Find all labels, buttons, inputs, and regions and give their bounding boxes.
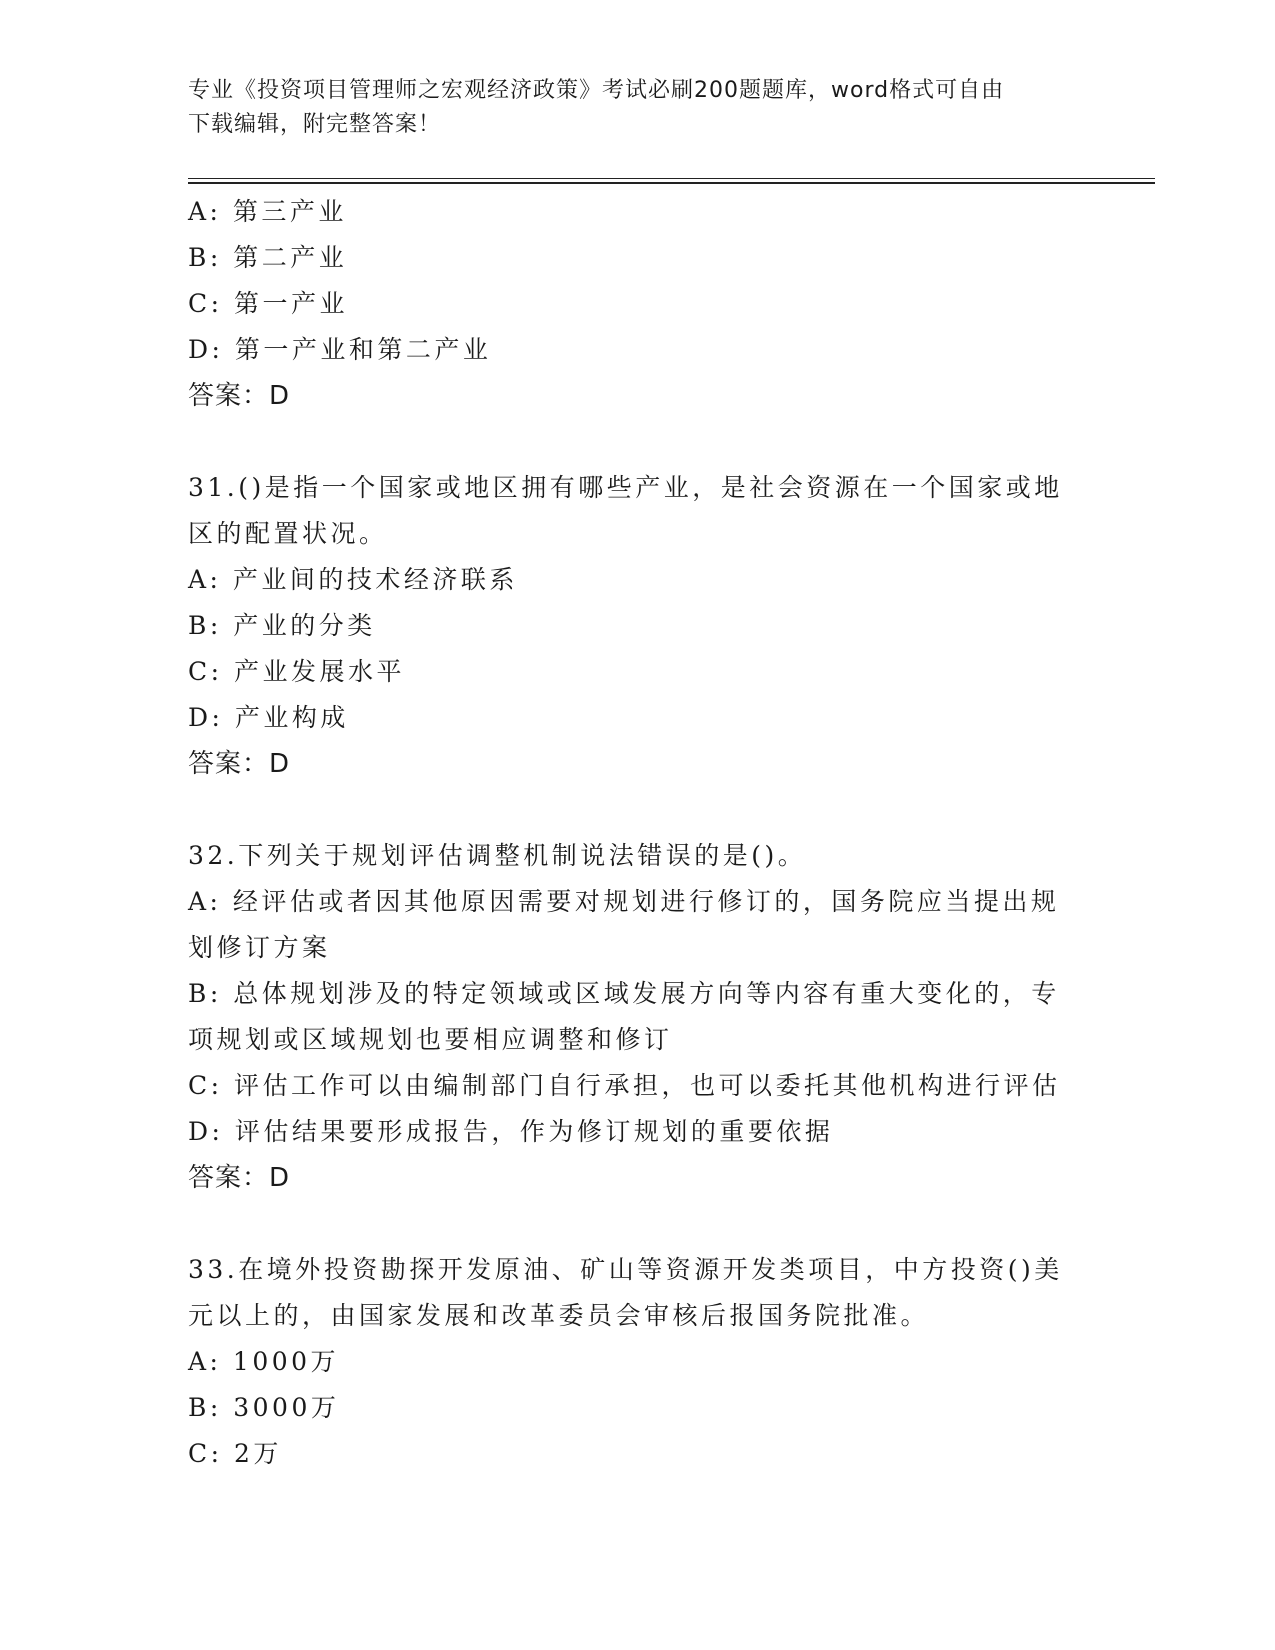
header-line-2: 下载编辑，附完整答案！ (188, 112, 442, 137)
header-divider-thick (188, 182, 1155, 184)
option-b: B: 3000万 (188, 1393, 340, 1422)
option-b: B: 产业的分类 (188, 611, 376, 640)
question-33 (188, 1247, 1088, 1477)
question-32 (188, 833, 1088, 1201)
option-a: A: 第三产业 (188, 197, 347, 226)
option-d: D: 产业构成 (188, 703, 349, 732)
question-stem: 31.()是指一个国家或地区拥有哪些产业，是社会资源在一个国家或地 (188, 473, 1063, 502)
question-stem: 元以上的，由国家发展和改革委员会审核后报国务院批准。 (188, 1301, 930, 1330)
answer: 答案：D (188, 1163, 291, 1193)
question-list (188, 189, 1088, 1477)
answer: 答案：D (188, 749, 291, 779)
option-b: B: 总体规划涉及的特定领域或区域发展方向等内容有重大变化的，专 (188, 979, 1060, 1008)
spacer (188, 1201, 1088, 1247)
question-30 (188, 189, 1088, 419)
option-c: C: 2万 (188, 1439, 282, 1468)
option-a-continued: 划修订方案 (188, 933, 331, 962)
option-a: A: 产业间的技术经济联系 (188, 565, 518, 594)
option-c: C: 产业发展水平 (188, 657, 405, 686)
option-c: C: 第一产业 (188, 289, 348, 318)
option-d: D: 第一产业和第二产业 (188, 335, 492, 364)
option-d: D: 评估结果要形成报告，作为修订规划的重要依据 (188, 1117, 834, 1146)
spacer (188, 787, 1088, 833)
option-a: A: 1000万 (188, 1347, 340, 1376)
option-a: A: 经评估或者因其他原因需要对规划进行修订的，国务院应当提出规 (188, 887, 1060, 916)
option-c: C: 评估工作可以由编制部门自行承担，也可以委托其他机构进行评估 (188, 1071, 1061, 1100)
answer: 答案：D (188, 381, 291, 411)
document-header (188, 74, 1068, 142)
option-b-continued: 项规划或区域规划也要相应调整和修订 (188, 1025, 673, 1054)
header-divider-thin (188, 178, 1155, 179)
question-stem: 32.下列关于规划评估调整机制说法错误的是()。 (188, 841, 807, 870)
question-stem: 33.在境外投资勘探开发原油、矿山等资源开发类项目，中方投资()美 (188, 1255, 1063, 1284)
spacer (188, 419, 1088, 465)
header-line-1: 专业《投资项目管理师之宏观经济政策》考试必刷200题题库，word格式可自由 (188, 78, 1005, 103)
question-31 (188, 465, 1088, 787)
option-b: B: 第二产业 (188, 243, 348, 272)
question-stem: 区的配置状况。 (188, 519, 388, 548)
